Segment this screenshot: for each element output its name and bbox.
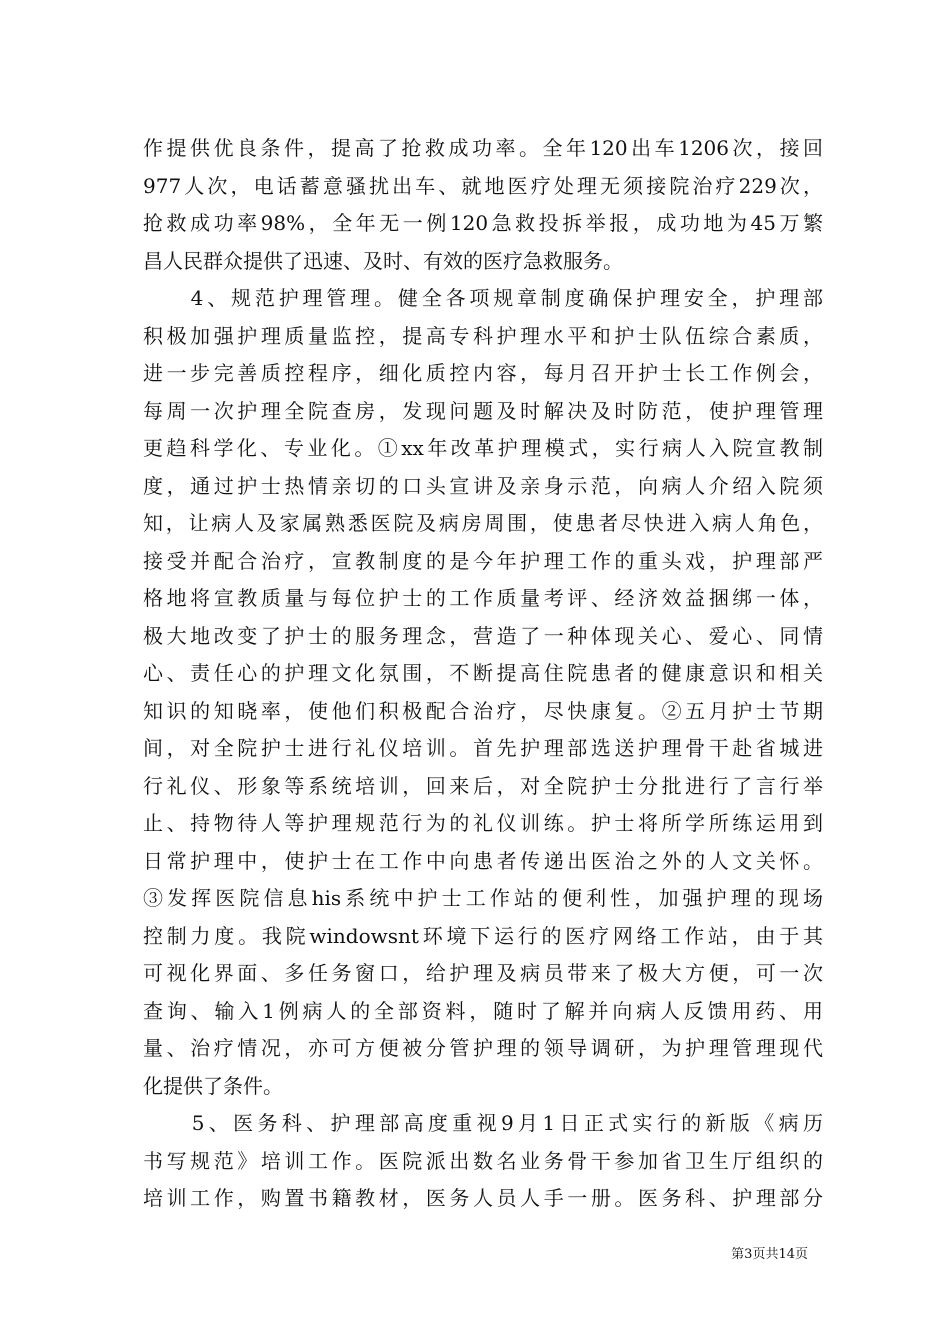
text-line: 量、治疗情况，亦可方便被分管护理的领导调研，为护理管理现代	[143, 1036, 823, 1060]
text-line: 知，让病人及家属熟悉医院及病房周围，使患者尽快进入病人角色，	[143, 511, 823, 535]
text-line: 培训工作，购置书籍教材，医务人员人手一册。医务科、护理部分	[143, 1186, 823, 1210]
text-line: 行礼仪、形象等系统培训，回来后，对全院护士分批进行了言行举	[143, 773, 823, 798]
text-line: 抢救成功率98%，全年无一例120急救投拆举报，成功地为45万繁	[143, 211, 823, 235]
text-line: 4、规范护理管理。健全各项规章制度确保护理安全，护理部	[143, 286, 823, 310]
text-line: 间，对全院护士进行礼仪培训。首先护理部选送护理骨干赴省城进	[143, 736, 823, 760]
text-line: 书写规范》培训工作。医院派出数名业务骨干参加省卫生厅组织的	[143, 1148, 823, 1173]
document-body	[143, 130, 823, 1218]
text-line: 进一步完善质控程序，细化质控内容，每月召开护士长工作例会，	[143, 361, 823, 385]
text-line: 止、持物待人等护理规范行为的礼仪训练。护士将所学所练运用到	[143, 811, 823, 835]
text-line: 昌人民群众提供了迅速、及时、有效的医疗急救服务。	[143, 248, 623, 273]
text-line: 控制力度。我院windowsnt环境下运行的医疗网络工作站，由于其	[143, 923, 823, 948]
text-line: 心、责任心的护理文化氛围，不断提高住院患者的健康意识和相关	[143, 661, 823, 685]
text-line: 积极加强护理质量监控，提高专科护理水平和护士队伍综合素质，	[143, 323, 823, 348]
text-line: 极大地改变了护士的服务理念，营造了一种体现关心、爱心、同情	[143, 623, 823, 648]
page-number-footer: 第3页共14页	[731, 1247, 808, 1262]
text-line: 每周一次护理全院查房，发现问题及时解决及时防范，使护理管理	[143, 398, 823, 423]
text-line: 更趋科学化、专业化。①xx年改革护理模式，实行病人入院宣教制	[143, 436, 823, 460]
text-line: 知识的知晓率，使他们积极配合治疗，尽快康复。②五月护士节期	[143, 698, 823, 723]
text-line: ③发挥医院信息his系统中护士工作站的便利性，加强护理的现场	[143, 886, 823, 910]
text-line: 日常护理中，使护士在工作中向患者传递出医治之外的人文关怀。	[143, 848, 823, 873]
text-line: 可视化界面、多任务窗口，给护理及病员带来了极大方便，可一次	[143, 961, 823, 985]
text-line: 格地将宣教质量与每位护士的工作质量考评、经济效益捆绑一体，	[143, 586, 823, 610]
text-line: 5、医务科、护理部高度重视9月1日正式实行的新版《病历	[143, 1111, 823, 1135]
text-line: 977人次，电话蓄意骚扰出车、就地医疗处理无须接院治疗229次，	[143, 173, 823, 198]
text-line: 查询、输入1例病人的全部资料，随时了解并向病人反馈用药、用	[143, 998, 823, 1023]
text-line: 作提供优良条件，提高了抢救成功率。全年120出车1206次，接回	[143, 136, 823, 160]
text-line: 接受并配合治疗，宣教制度的是今年护理工作的重头戏，护理部严	[143, 548, 823, 573]
text-line: 化提供了条件。	[143, 1073, 283, 1098]
text-line: 度，通过护士热情亲切的口头宣讲及亲身示范，向病人介绍入院须	[143, 473, 823, 498]
